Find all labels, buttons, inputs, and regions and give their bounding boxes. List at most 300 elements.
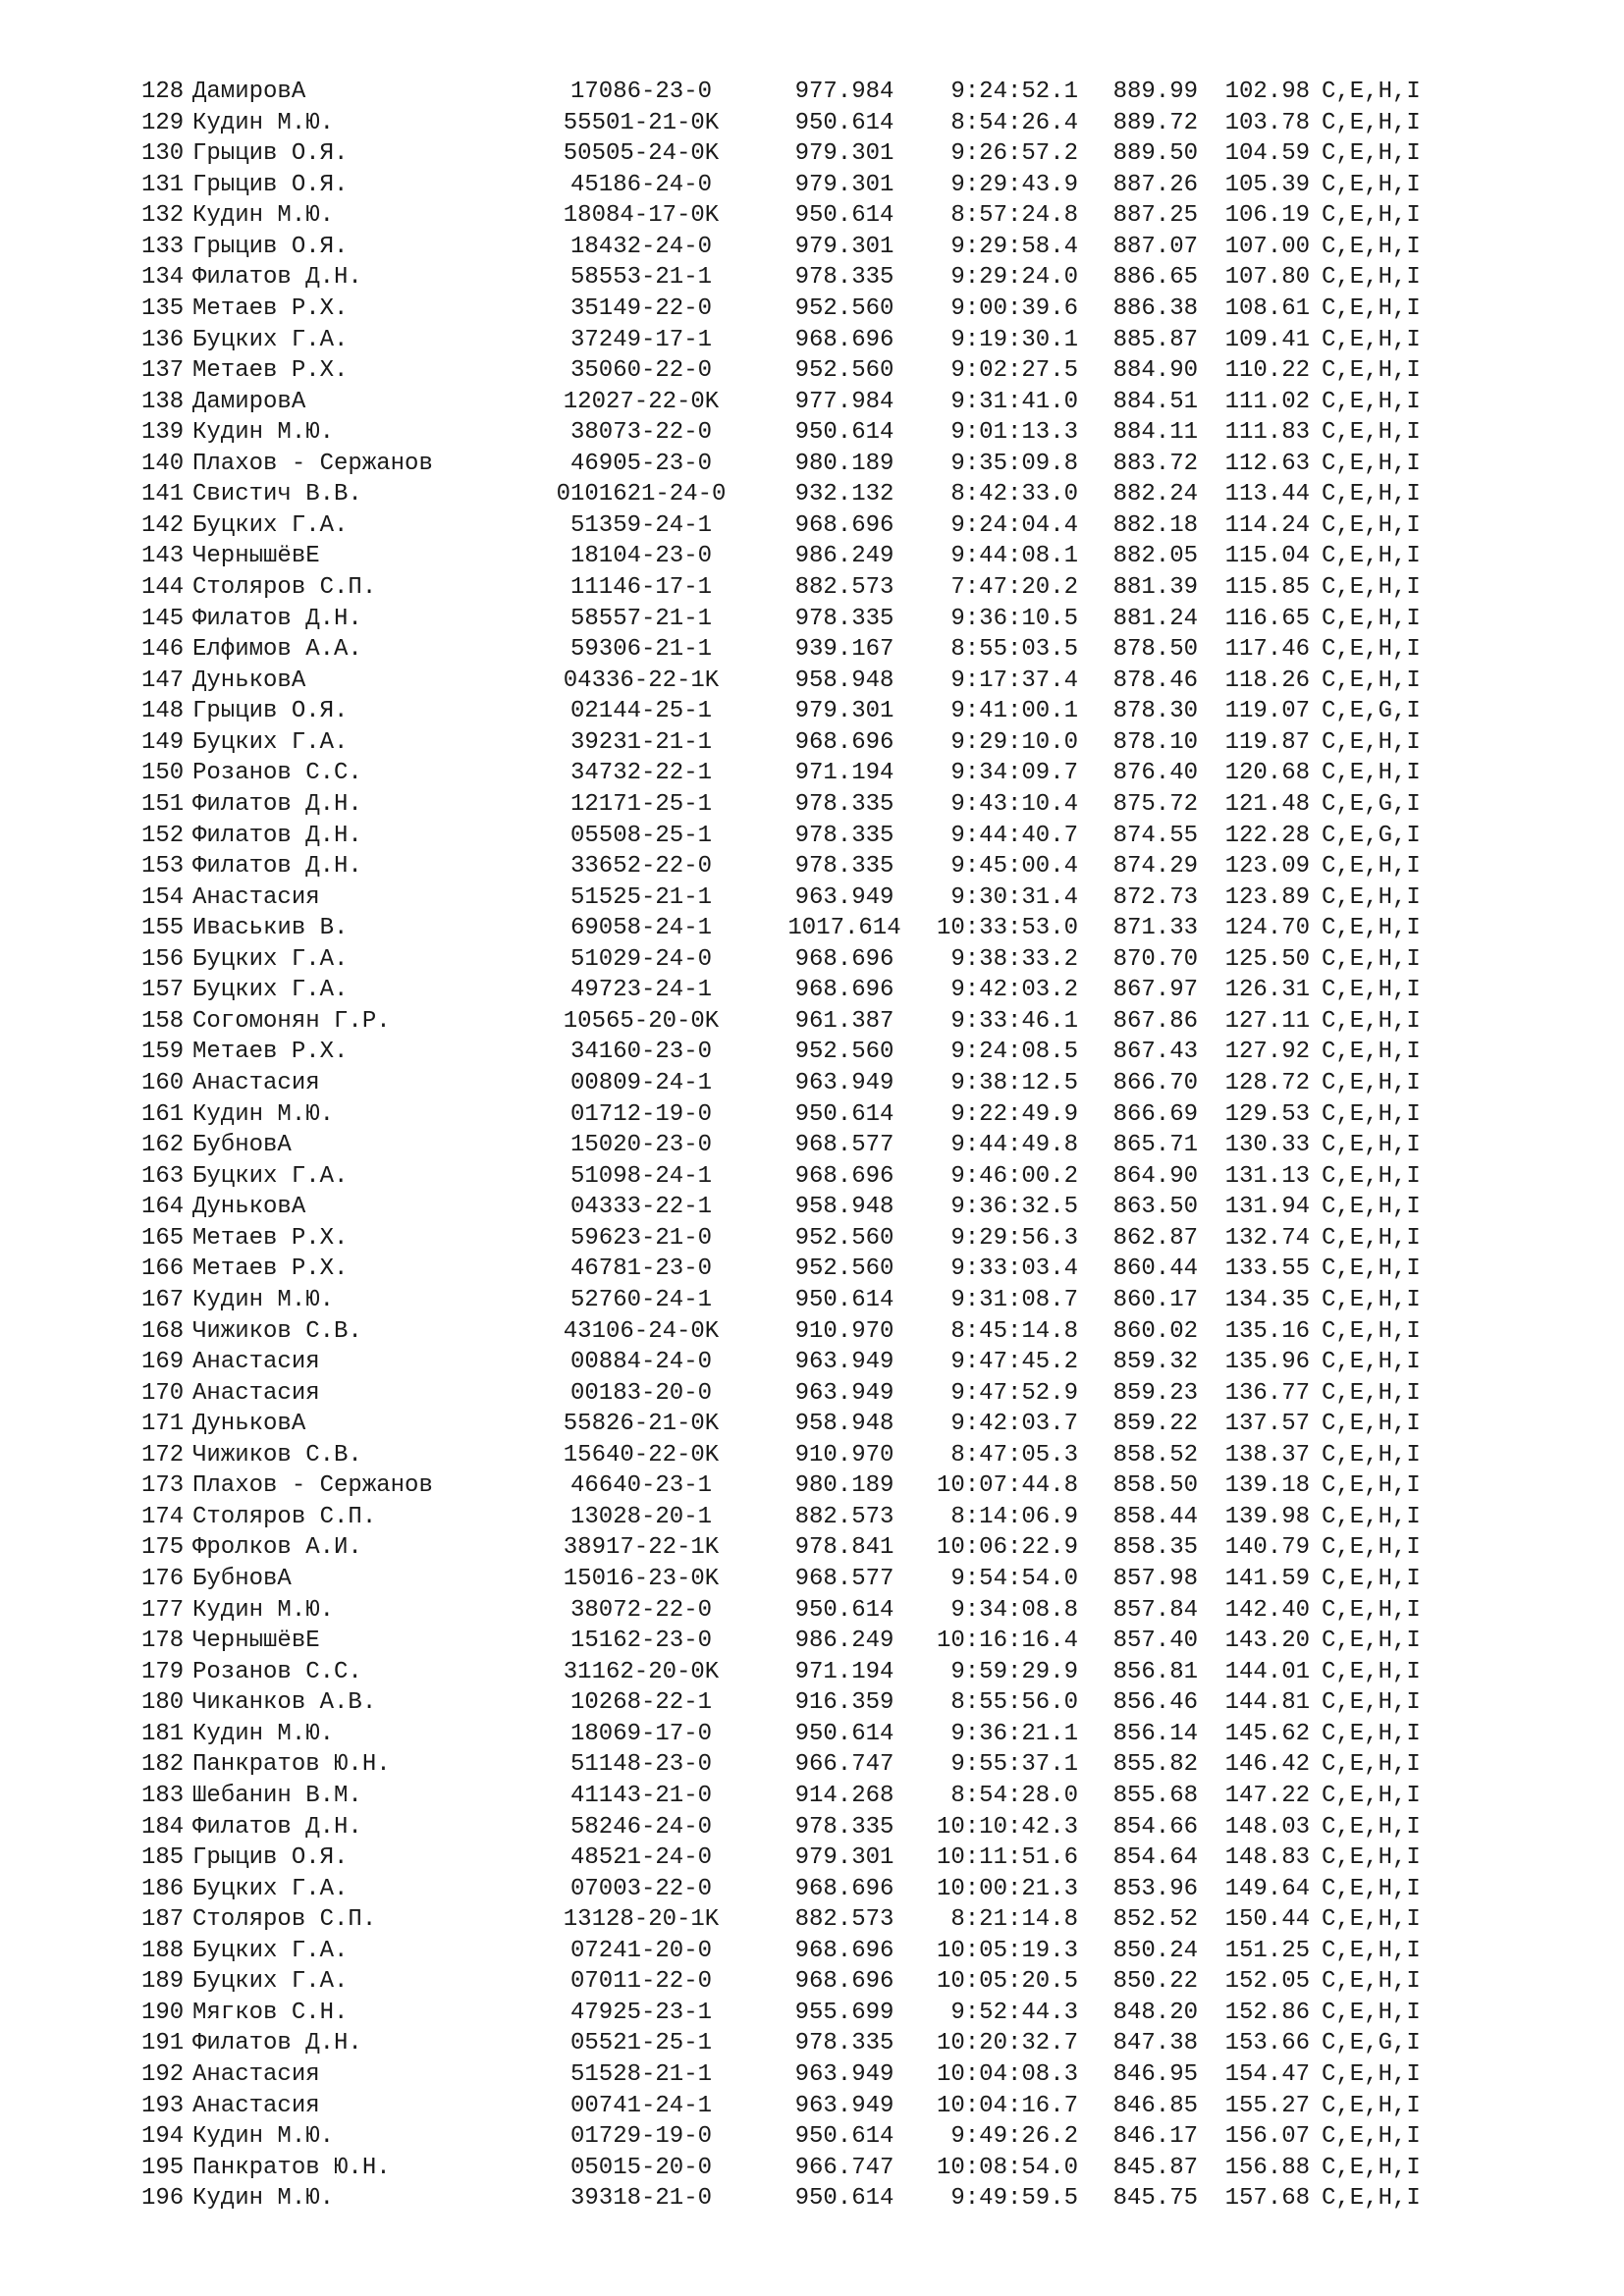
tags-cell: C,E,H,I	[1322, 1007, 1421, 1035]
points-cell: 131.13	[1224, 1162, 1310, 1190]
rank-cell: 154	[141, 883, 185, 911]
name-cell: Филатов Д.Н.	[192, 1813, 362, 1841]
tags-cell: C,E,H,I	[1322, 1039, 1421, 1066]
points-cell: 134.35	[1224, 1286, 1310, 1313]
points-cell: 102.98	[1224, 79, 1310, 105]
distance-cell: 971.194	[794, 1658, 894, 1685]
points-cell: 118.26	[1224, 667, 1310, 694]
points-cell: 130.33	[1224, 1132, 1310, 1159]
distance-cell: 882.573	[794, 574, 894, 601]
speed-cell: 867.97	[1112, 977, 1198, 1004]
distance-cell: 952.560	[794, 294, 894, 322]
table-row	[141, 1966, 1496, 1998]
ring-id-cell: 00183-20-0	[569, 1379, 713, 1407]
name-cell: Панкратов Ю.Н.	[192, 1751, 391, 1779]
rank-cell: 162	[141, 1132, 185, 1159]
speed-cell: 859.22	[1112, 1411, 1198, 1438]
flight-time-cell: 8:45:14.8	[950, 1317, 1078, 1345]
flight-time-cell: 9:24:08.5	[950, 1039, 1078, 1066]
distance-cell: 979.301	[794, 233, 894, 260]
name-cell: Кудин М.Ю.	[192, 1100, 335, 1128]
flight-time-cell: 9:43:10.4	[950, 790, 1078, 818]
distance-cell: 950.614	[794, 1286, 894, 1313]
tags-cell: C,E,G,I	[1322, 698, 1421, 725]
flight-time-cell: 10:00:21.3	[936, 1875, 1078, 1902]
ring-id-cell: 15162-23-0	[569, 1628, 713, 1655]
rank-cell: 136	[141, 326, 185, 353]
ring-id-cell: 49723-24-1	[569, 977, 713, 1004]
flight-time-cell: 9:19:30.1	[950, 326, 1078, 353]
name-cell: Кудин М.Ю.	[192, 202, 335, 230]
table-row	[141, 294, 1496, 325]
points-cell: 136.77	[1224, 1379, 1310, 1407]
tags-cell: C,E,H,I	[1322, 233, 1421, 260]
tags-cell: C,E,H,I	[1322, 2185, 1421, 2213]
tags-cell: C,E,H,I	[1322, 511, 1421, 539]
flight-time-cell: 10:05:19.3	[936, 1937, 1078, 1964]
speed-cell: 860.44	[1112, 1255, 1198, 1283]
flight-time-cell: 9:47:52.9	[950, 1379, 1078, 1407]
name-cell: Кудин М.Ю.	[192, 109, 335, 136]
tags-cell: C,E,H,I	[1322, 357, 1421, 385]
speed-cell: 863.50	[1112, 1194, 1198, 1221]
name-cell: ДуньковА	[192, 667, 306, 694]
rank-cell: 159	[141, 1039, 185, 1066]
tags-cell: C,E,H,I	[1322, 760, 1421, 787]
ring-id-cell: 34732-22-1	[569, 760, 713, 787]
rank-cell: 187	[141, 1906, 185, 1934]
name-cell: Филатов Д.Н.	[192, 264, 362, 292]
rank-cell: 132	[141, 202, 185, 230]
distance-cell: 978.335	[794, 822, 894, 849]
table-row	[141, 262, 1496, 294]
name-cell: Буцких Г.А.	[192, 326, 349, 353]
name-cell: Анастасия	[192, 2061, 320, 2088]
table-row	[141, 355, 1496, 387]
name-cell: ЧернышёвЕ	[192, 543, 320, 570]
table-row	[141, 1781, 1496, 1812]
speed-cell: 856.46	[1112, 1689, 1198, 1717]
table-row	[141, 1502, 1496, 1533]
distance-cell: 968.696	[794, 1937, 894, 1964]
name-cell: Елфимов А.А.	[192, 636, 362, 664]
speed-cell: 855.68	[1112, 1782, 1198, 1809]
ring-id-cell: 18104-23-0	[569, 543, 713, 570]
flight-time-cell: 8:55:03.5	[950, 636, 1078, 664]
table-row	[141, 232, 1496, 263]
table-row	[141, 1532, 1496, 1564]
rank-cell: 151	[141, 790, 185, 818]
rank-cell: 192	[141, 2061, 185, 2088]
flight-time-cell: 9:26:57.2	[950, 140, 1078, 168]
name-cell: Буцких Г.А.	[192, 1875, 349, 1902]
points-cell: 140.79	[1224, 1534, 1310, 1562]
name-cell: Анастасия	[192, 1349, 320, 1376]
table-row	[141, 2028, 1496, 2059]
speed-cell: 889.99	[1112, 79, 1198, 105]
rank-cell: 143	[141, 543, 185, 570]
points-cell: 108.61	[1224, 294, 1310, 322]
tags-cell: C,E,H,I	[1322, 1194, 1421, 1221]
ring-id-cell: 58557-21-1	[569, 605, 713, 632]
speed-cell: 884.51	[1112, 388, 1198, 415]
name-cell: Метаев Р.Х.	[192, 294, 349, 322]
speed-cell: 856.14	[1112, 1720, 1198, 1747]
ring-id-cell: 52760-24-1	[569, 1286, 713, 1313]
points-cell: 154.47	[1224, 2061, 1310, 2088]
flight-time-cell: 9:44:40.7	[950, 822, 1078, 849]
points-cell: 131.94	[1224, 1194, 1310, 1221]
rank-cell: 135	[141, 294, 185, 322]
tags-cell: C,E,G,I	[1322, 790, 1421, 818]
speed-cell: 878.30	[1112, 698, 1198, 725]
points-cell: 111.83	[1224, 419, 1310, 447]
table-row	[141, 1409, 1496, 1440]
tags-cell: C,E,H,I	[1322, 1937, 1421, 1964]
rank-cell: 196	[141, 2185, 185, 2213]
points-cell: 110.22	[1224, 357, 1310, 385]
ring-id-cell: 11146-17-1	[569, 574, 713, 601]
distance-cell: 968.696	[794, 326, 894, 353]
flight-time-cell: 8:55:56.0	[950, 1689, 1078, 1717]
distance-cell: 961.387	[794, 1007, 894, 1035]
speed-cell: 881.39	[1112, 574, 1198, 601]
flight-time-cell: 7:47:20.2	[950, 574, 1078, 601]
rank-cell: 165	[141, 1224, 185, 1252]
distance-cell: 978.841	[794, 1534, 894, 1562]
flight-time-cell: 9:59:29.9	[950, 1658, 1078, 1685]
rank-cell: 175	[141, 1534, 185, 1562]
flight-time-cell: 9:47:45.2	[950, 1349, 1078, 1376]
ring-id-cell: 51359-24-1	[569, 511, 713, 539]
speed-cell: 878.50	[1112, 636, 1198, 664]
distance-cell: 958.948	[794, 1194, 894, 1221]
tags-cell: C,E,H,I	[1322, 1132, 1421, 1159]
name-cell: Грыцив О.Я.	[192, 233, 349, 260]
flight-time-cell: 9:49:26.2	[950, 2123, 1078, 2151]
flight-time-cell: 9:29:58.4	[950, 233, 1078, 260]
table-row	[141, 325, 1496, 356]
tags-cell: C,E,H,I	[1322, 388, 1421, 415]
speed-cell: 886.65	[1112, 264, 1198, 292]
tags-cell: C,E,H,I	[1322, 543, 1421, 570]
speed-cell: 857.98	[1112, 1566, 1198, 1592]
distance-cell: 978.335	[794, 853, 894, 881]
ring-id-cell: 39231-21-1	[569, 728, 713, 756]
ring-id-cell: 18084-17-0K	[563, 202, 720, 230]
tags-cell: C,E,H,I	[1322, 1317, 1421, 1345]
flight-time-cell: 9:36:10.5	[950, 605, 1078, 632]
speed-cell: 887.26	[1112, 171, 1198, 198]
name-cell: Согомонян Г.Р.	[192, 1007, 391, 1035]
flight-time-cell: 10:04:08.3	[936, 2061, 1078, 2088]
tags-cell: C,E,H,I	[1322, 140, 1421, 168]
name-cell: Розанов С.С.	[192, 1658, 362, 1685]
ring-id-cell: 45186-24-0	[569, 171, 713, 198]
ring-id-cell: 69058-24-1	[569, 915, 713, 942]
table-row	[141, 1161, 1496, 1193]
ring-id-cell: 46905-23-0	[569, 450, 713, 477]
points-cell: 127.11	[1224, 1007, 1310, 1035]
points-cell: 147.22	[1224, 1782, 1310, 1809]
name-cell: ДуньковА	[192, 1194, 306, 1221]
table-row	[141, 944, 1496, 976]
flight-time-cell: 9:22:49.9	[950, 1100, 1078, 1128]
flight-time-cell: 9:00:39.6	[950, 294, 1078, 322]
table-row	[141, 1595, 1496, 1627]
table-row	[141, 1130, 1496, 1161]
flight-time-cell: 10:08:54.0	[936, 2154, 1078, 2181]
name-cell: ДамировА	[192, 388, 306, 415]
name-cell: Филатов Д.Н.	[192, 790, 362, 818]
speed-cell: 854.64	[1112, 1844, 1198, 1872]
ring-id-cell: 31162-20-0K	[563, 1658, 720, 1685]
ring-id-cell: 18432-24-0	[569, 233, 713, 260]
ring-id-cell: 51098-24-1	[569, 1162, 713, 1190]
rank-cell: 188	[141, 1937, 185, 1964]
table-row	[141, 387, 1496, 418]
name-cell: Чижиков С.В.	[192, 1441, 362, 1468]
rank-cell: 147	[141, 667, 185, 694]
name-cell: Свистич В.В.	[192, 481, 362, 508]
speed-cell: 864.90	[1112, 1162, 1198, 1190]
rank-cell: 191	[141, 2030, 185, 2057]
distance-cell: 963.949	[794, 1379, 894, 1407]
table-row	[141, 1254, 1496, 1285]
distance-cell: 978.335	[794, 1813, 894, 1841]
flight-time-cell: 9:42:03.7	[950, 1411, 1078, 1438]
name-cell: Буцких Г.А.	[192, 511, 349, 539]
table-row	[141, 170, 1496, 201]
flight-time-cell: 10:20:32.7	[936, 2030, 1078, 2057]
rank-cell: 178	[141, 1628, 185, 1655]
tags-cell: C,E,H,I	[1322, 1224, 1421, 1252]
points-cell: 115.85	[1224, 574, 1310, 601]
tags-cell: C,E,H,I	[1322, 171, 1421, 198]
flight-time-cell: 9:45:00.4	[950, 853, 1078, 881]
rank-cell: 131	[141, 171, 185, 198]
points-cell: 144.01	[1224, 1658, 1310, 1685]
speed-cell: 855.82	[1112, 1751, 1198, 1779]
table-row	[141, 1719, 1496, 1750]
rank-cell: 129	[141, 109, 185, 136]
table-row	[141, 449, 1496, 480]
distance-cell: 910.970	[794, 1317, 894, 1345]
flight-time-cell: 9:42:03.2	[950, 977, 1078, 1004]
distance-cell: 968.577	[794, 1566, 894, 1592]
rank-cell: 180	[141, 1689, 185, 1717]
table-row	[141, 604, 1496, 635]
distance-cell: 968.696	[794, 1968, 894, 1996]
distance-cell: 968.696	[794, 1162, 894, 1190]
points-cell: 133.55	[1224, 1255, 1310, 1283]
name-cell: Кудин М.Ю.	[192, 419, 335, 447]
rank-cell: 140	[141, 450, 185, 477]
table-row	[141, 666, 1496, 697]
points-cell: 119.07	[1224, 698, 1310, 725]
points-cell: 129.53	[1224, 1100, 1310, 1128]
distance-cell: 952.560	[794, 1039, 894, 1066]
rank-cell: 160	[141, 1070, 185, 1096]
distance-cell: 978.335	[794, 2030, 894, 2057]
tags-cell: C,E,H,I	[1322, 79, 1421, 105]
table-row	[141, 1564, 1496, 1595]
name-cell: Столяров С.П.	[192, 1906, 377, 1934]
flight-time-cell: 9:02:27.5	[950, 357, 1078, 385]
flight-time-cell: 9:31:08.7	[950, 1286, 1078, 1313]
rank-cell: 182	[141, 1751, 185, 1779]
speed-cell: 882.18	[1112, 511, 1198, 539]
speed-cell: 858.35	[1112, 1534, 1198, 1562]
ring-id-cell: 00884-24-0	[569, 1349, 713, 1376]
distance-cell: 882.573	[794, 1503, 894, 1530]
distance-cell: 952.560	[794, 1255, 894, 1283]
ring-id-cell: 55826-21-0K	[563, 1411, 720, 1438]
table-row	[141, 1626, 1496, 1657]
rank-cell: 179	[141, 1658, 185, 1685]
tags-cell: C,E,H,I	[1322, 728, 1421, 756]
tags-cell: C,E,H,I	[1322, 977, 1421, 1004]
rank-cell: 189	[141, 1968, 185, 1996]
ring-id-cell: 46640-23-1	[569, 1472, 713, 1500]
name-cell: Столяров С.П.	[192, 1503, 377, 1530]
rank-cell: 141	[141, 481, 185, 508]
tags-cell: C,E,H,I	[1322, 1628, 1421, 1655]
table-row	[141, 1192, 1496, 1223]
name-cell: Шебанин В.М.	[192, 1782, 362, 1809]
distance-cell: 1017.614	[787, 915, 901, 942]
ring-id-cell: 35060-22-0	[569, 357, 713, 385]
name-cell: Анастасия	[192, 2092, 320, 2119]
ring-id-cell: 07241-20-0	[569, 1937, 713, 1964]
name-cell: Буцких Г.А.	[192, 1162, 349, 1190]
table-row	[141, 2121, 1496, 2153]
distance-cell: 950.614	[794, 419, 894, 447]
name-cell: Плахов - Сержанов	[192, 1472, 433, 1500]
table-row	[141, 1068, 1496, 1099]
table-row	[141, 2059, 1496, 2091]
ring-id-cell: 41143-21-0	[569, 1782, 713, 1809]
points-cell: 135.96	[1224, 1349, 1310, 1376]
ring-id-cell: 18069-17-0	[569, 1720, 713, 1747]
table-row	[141, 200, 1496, 232]
rank-cell: 177	[141, 1596, 185, 1624]
table-row	[141, 1874, 1496, 1905]
points-cell: 138.37	[1224, 1441, 1310, 1468]
tags-cell: C,E,H,I	[1322, 853, 1421, 881]
speed-cell: 852.52	[1112, 1906, 1198, 1934]
ring-id-cell: 10565-20-0K	[563, 1007, 720, 1035]
name-cell: Чижиков С.В.	[192, 1317, 362, 1345]
table-row	[141, 1099, 1496, 1131]
distance-cell: 963.949	[794, 1070, 894, 1096]
points-cell: 106.19	[1224, 202, 1310, 230]
rank-cell: 171	[141, 1411, 185, 1438]
ring-id-cell: 43106-24-0K	[563, 1317, 720, 1345]
points-cell: 125.50	[1224, 945, 1310, 973]
distance-cell: 950.614	[794, 2185, 894, 2213]
tags-cell: C,E,H,I	[1322, 450, 1421, 477]
ring-id-cell: 15640-22-0K	[563, 1441, 720, 1468]
rank-cell: 134	[141, 264, 185, 292]
tags-cell: C,E,G,I	[1322, 2030, 1421, 2057]
flight-time-cell: 8:54:26.4	[950, 109, 1078, 136]
flight-time-cell: 9:36:21.1	[950, 1720, 1078, 1747]
speed-cell: 859.23	[1112, 1379, 1198, 1407]
tags-cell: C,E,H,I	[1322, 915, 1421, 942]
points-cell: 124.70	[1224, 915, 1310, 942]
distance-cell: 963.949	[794, 1349, 894, 1376]
name-cell: Фролков А.И.	[192, 1534, 362, 1562]
tags-cell: C,E,H,I	[1322, 481, 1421, 508]
ring-id-cell: 58246-24-0	[569, 1813, 713, 1841]
points-cell: 137.57	[1224, 1411, 1310, 1438]
rank-cell: 168	[141, 1317, 185, 1345]
rank-cell: 184	[141, 1813, 185, 1841]
tags-cell: C,E,H,I	[1322, 1782, 1421, 1809]
name-cell: Метаев Р.Х.	[192, 1224, 349, 1252]
rank-cell: 155	[141, 915, 185, 942]
table-row	[141, 1347, 1496, 1378]
distance-cell: 968.696	[794, 977, 894, 1004]
ring-id-cell: 59623-21-0	[569, 1224, 713, 1252]
table-row	[141, 108, 1496, 139]
tags-cell: C,E,H,I	[1322, 1566, 1421, 1592]
points-cell: 141.59	[1224, 1566, 1310, 1592]
points-cell: 155.27	[1224, 2092, 1310, 2119]
name-cell: БубновА	[192, 1132, 292, 1159]
points-cell: 139.18	[1224, 1472, 1310, 1500]
rank-cell: 152	[141, 822, 185, 849]
rank-cell: 130	[141, 140, 185, 168]
speed-cell: 856.81	[1112, 1658, 1198, 1685]
tags-cell: C,E,H,I	[1322, 1813, 1421, 1841]
name-cell: Филатов Д.Н.	[192, 853, 362, 881]
speed-cell: 878.46	[1112, 667, 1198, 694]
points-cell: 153.66	[1224, 2030, 1310, 2057]
flight-time-cell: 8:42:33.0	[950, 481, 1078, 508]
rank-cell: 174	[141, 1503, 185, 1530]
table-row	[141, 2153, 1496, 2184]
tags-cell: C,E,H,I	[1322, 1968, 1421, 1996]
speed-cell: 867.43	[1112, 1039, 1198, 1066]
flight-time-cell: 8:57:24.8	[950, 202, 1078, 230]
flight-time-cell: 9:29:43.9	[950, 171, 1078, 198]
speed-cell: 859.32	[1112, 1349, 1198, 1376]
ring-id-cell: 51148-23-0	[569, 1751, 713, 1779]
tags-cell: C,E,H,I	[1322, 667, 1421, 694]
rank-cell: 181	[141, 1720, 185, 1747]
name-cell: Чиканков А.В.	[192, 1689, 377, 1717]
ring-id-cell: 58553-21-1	[569, 264, 713, 292]
points-cell: 121.48	[1224, 790, 1310, 818]
rank-cell: 137	[141, 357, 185, 385]
flight-time-cell: 9:33:46.1	[950, 1007, 1078, 1035]
flight-time-cell: 9:38:33.2	[950, 945, 1078, 973]
table-row	[141, 510, 1496, 542]
tags-cell: C,E,H,I	[1322, 1070, 1421, 1096]
speed-cell: 858.52	[1112, 1441, 1198, 1468]
speed-cell: 884.11	[1112, 419, 1198, 447]
tags-cell: C,E,H,I	[1322, 1689, 1421, 1717]
speed-cell: 882.24	[1112, 481, 1198, 508]
rank-cell: 190	[141, 1999, 185, 2026]
ring-id-cell: 12027-22-0K	[563, 388, 720, 415]
points-cell: 152.86	[1224, 1999, 1310, 2026]
ring-id-cell: 04333-22-1	[569, 1194, 713, 1221]
rank-cell: 148	[141, 698, 185, 725]
distance-cell: 978.335	[794, 790, 894, 818]
